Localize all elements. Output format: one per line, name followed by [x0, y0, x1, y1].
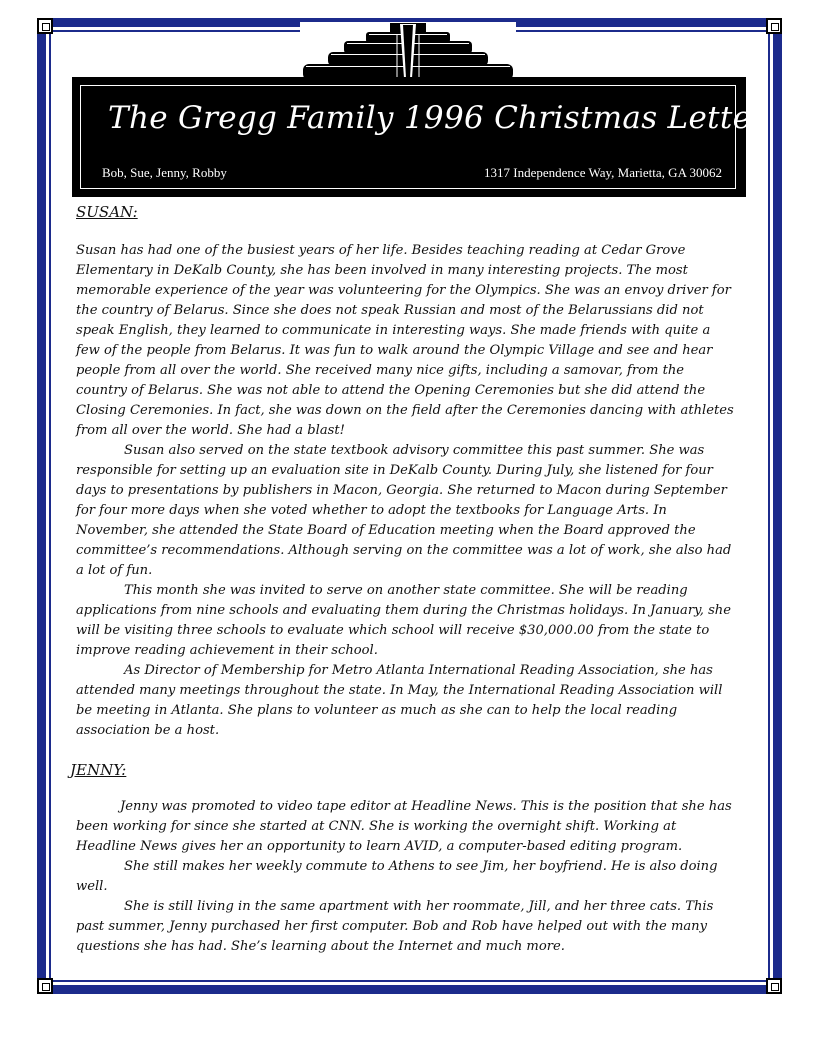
paragraph: She is still living in the same apartment with her roommate, Jill, and her three cats. This past summer, Jenny purchased her first computer. Bob and Rob have helped out with the many questions she has had. She’s learning about the Internet and much more. [76, 899, 714, 954]
corner-ornament-bottom-right [766, 978, 782, 994]
letter-title: The Gregg Family 1996 Christmas Letter [108, 100, 767, 136]
corner-ornament-top-right [766, 18, 782, 34]
paragraph: Jenny was promoted to video tape editor at Headline News. This is the position that she has been working for since she started at CNN. She is working the overnight shift. Working at Headline News gives her an opportunity to learn AVID, a computer-based editing program. [76, 799, 732, 854]
letter-body [70, 201, 736, 957]
paragraph: Susan also served on the state textbook advisory committee this past summer. She was responsible for setting up an evaluation site in DeKalb County. During July, she listened for four days to presentations by publishers in Macon, Georgia. She returned to Macon during September for four more days when she voted whether to adopt the textbooks for Language Arts. In November, she attended the State Board of Education meeting when the Board approved the committee’s recommendations. Although serving on the committee was a lot of work, she also had a lot of fun. [76, 443, 732, 578]
section-heading-jenny: JENNY: [70, 761, 127, 779]
corner-ornament-top-left [37, 18, 53, 34]
art-deco-crest [300, 22, 516, 80]
paragraph: This month she was invited to serve on another state committee. She will be reading applications from nine schools and evaluating them during the Christmas holidays. In January, she will be visiting three schools to evaluate which school will receive $30,000.00 from the state to improve reading achievement in their school. [76, 583, 731, 658]
paragraph: She still makes her weekly commute to Athens to see Jim, her boyfriend. He is also doing well. [76, 859, 718, 894]
family-names: Bob, Sue, Jenny, Robby [102, 165, 227, 180]
section-heading-susan: SUSAN: [76, 203, 138, 221]
corner-ornament-bottom-left [37, 978, 53, 994]
family-address: 1317 Independence Way, Marietta, GA 30062 [484, 165, 722, 180]
paragraph: Susan has had one of the busiest years of her life. Besides teaching reading at Cedar Grove Elementary in DeKalb County, she has been involved in many interesting projects. The most memorable experience of the year was volunteering for the Olympics. She was an envoy driver for the country of Belarus. Since she does not speak Russian and most of the Belarussians did not speak English, they learned to communicate in interesting ways. She made friends with quite a few of the people from Belarus. It was fun to walk around the Olympic Village and see and hear people from all over the world. She received many nice gifts, including a samovar, from the country of Belarus. She was not able to attend the Opening Ceremonies but she did attend the Closing Ceremonies. In fact, she was down on the field after the Ceremonies dancing with athletes from all over the world. She had a blast! [76, 243, 734, 438]
paragraph: As Director of Membership for Metro Atlanta International Reading Association, she has attended many meetings throughout the state. In May, the International Reading Association will be meeting in Atlanta. She plans to volunteer as much as she can to help the local reading association be a host. [76, 663, 723, 738]
